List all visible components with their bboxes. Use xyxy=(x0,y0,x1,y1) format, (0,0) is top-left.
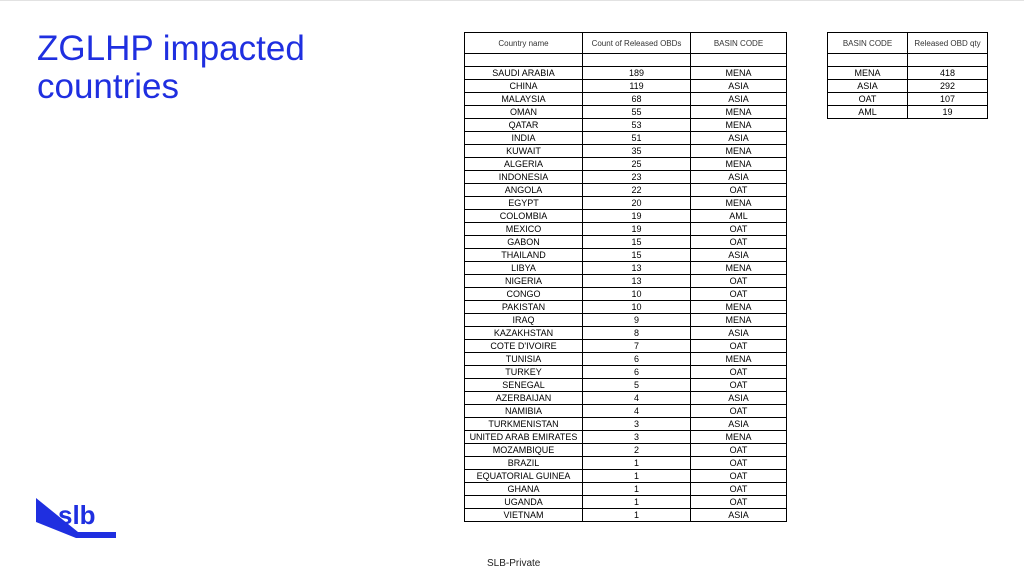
country-name-cell: GABON xyxy=(465,236,583,249)
basin-code-cell: OAT xyxy=(691,275,787,288)
obd-count-cell: 7 xyxy=(583,340,691,353)
basin-code-cell: ASIA xyxy=(691,93,787,106)
obd-count-cell: 9 xyxy=(583,314,691,327)
obd-count-cell: 15 xyxy=(583,236,691,249)
table-row xyxy=(828,80,988,93)
table-row xyxy=(465,145,787,158)
table-header-row xyxy=(828,33,988,54)
basin-code-cell: OAT xyxy=(691,483,787,496)
obd-count-cell: 51 xyxy=(583,132,691,145)
released-qty-cell: 19 xyxy=(908,106,988,119)
obd-count-cell: 10 xyxy=(583,288,691,301)
obd-count-cell: 4 xyxy=(583,405,691,418)
obd-count-cell: 55 xyxy=(583,106,691,119)
obd-count-cell: 189 xyxy=(583,67,691,80)
table-row xyxy=(465,171,787,184)
table-row xyxy=(465,249,787,262)
table-row xyxy=(465,431,787,444)
country-name-cell: BRAZIL xyxy=(465,457,583,470)
basin-code-cell: AML xyxy=(691,210,787,223)
slb-logo xyxy=(36,494,116,538)
table-row xyxy=(465,132,787,145)
table-row xyxy=(465,197,787,210)
basin-summary-table xyxy=(827,32,988,119)
top-divider xyxy=(0,0,1024,1)
country-name-cell: SAUDI ARABIA xyxy=(465,67,583,80)
country-name-cell: TURKEY xyxy=(465,366,583,379)
country-name-cell: IRAQ xyxy=(465,314,583,327)
basin-code-cell: OAT xyxy=(691,379,787,392)
basin-code-cell: ASIA xyxy=(828,80,908,93)
basin-code-cell: MENA xyxy=(691,314,787,327)
country-name-cell: CHINA xyxy=(465,80,583,93)
country-name-cell: ANGOLA xyxy=(465,184,583,197)
obd-count-cell: 1 xyxy=(583,457,691,470)
obd-count-cell: 6 xyxy=(583,353,691,366)
basin-code-cell: ASIA xyxy=(691,249,787,262)
table-row xyxy=(465,288,787,301)
obd-count-cell: 53 xyxy=(583,119,691,132)
basin-code-cell: MENA xyxy=(691,106,787,119)
country-name-cell: GHANA xyxy=(465,483,583,496)
basin-code-cell: AML xyxy=(828,106,908,119)
table-row xyxy=(465,223,787,236)
obd-count-cell: 1 xyxy=(583,496,691,509)
column-header-released-qty: Released OBD qty xyxy=(908,33,988,54)
table-row xyxy=(465,67,787,80)
obd-count-cell: 6 xyxy=(583,366,691,379)
basin-code-cell: OAT xyxy=(691,288,787,301)
basin-code-cell: ASIA xyxy=(691,132,787,145)
basin-code-cell: MENA xyxy=(691,262,787,275)
basin-code-cell: OAT xyxy=(691,184,787,197)
table-row xyxy=(465,366,787,379)
obd-count-cell: 22 xyxy=(583,184,691,197)
released-qty-cell: 107 xyxy=(908,93,988,106)
obd-count-cell: 4 xyxy=(583,392,691,405)
table-row xyxy=(465,327,787,340)
country-name-cell: NAMIBIA xyxy=(465,405,583,418)
country-name-cell: VIETNAM xyxy=(465,509,583,522)
obd-count-cell: 119 xyxy=(583,80,691,93)
slide-title xyxy=(37,30,357,106)
obd-count-cell: 2 xyxy=(583,444,691,457)
country-name-cell: COTE D'IVOIRE xyxy=(465,340,583,353)
table-row xyxy=(465,483,787,496)
table-row xyxy=(465,119,787,132)
classification-footer: SLB-Private xyxy=(487,558,541,569)
basin-code-cell: OAT xyxy=(691,405,787,418)
slide-title-line1: ZGLHP impacted xyxy=(37,29,305,68)
table-row xyxy=(465,301,787,314)
table-spacer-row xyxy=(465,54,787,67)
basin-code-cell: OAT xyxy=(828,93,908,106)
table-row xyxy=(465,210,787,223)
country-name-cell: SENEGAL xyxy=(465,379,583,392)
basin-code-cell: MENA xyxy=(691,197,787,210)
table-row xyxy=(465,444,787,457)
table-row xyxy=(465,106,787,119)
country-name-cell: KUWAIT xyxy=(465,145,583,158)
obd-count-cell: 25 xyxy=(583,158,691,171)
column-header-basin: BASIN CODE xyxy=(691,33,787,54)
table-row xyxy=(465,457,787,470)
table-row xyxy=(828,93,988,106)
table-row xyxy=(465,314,787,327)
slide-title-line2: countries xyxy=(37,67,180,106)
basin-code-cell: MENA xyxy=(691,67,787,80)
country-obd-table xyxy=(464,32,787,522)
basin-code-cell: MENA xyxy=(691,431,787,444)
table-row xyxy=(465,93,787,106)
basin-code-cell: ASIA xyxy=(691,509,787,522)
svg-text:slb: slb xyxy=(58,500,96,530)
obd-count-cell: 13 xyxy=(583,262,691,275)
country-name-cell: MALAYSIA xyxy=(465,93,583,106)
released-qty-cell: 292 xyxy=(908,80,988,93)
table-row xyxy=(465,405,787,418)
country-name-cell: KAZAKHSTAN xyxy=(465,327,583,340)
obd-count-cell: 13 xyxy=(583,275,691,288)
table-row xyxy=(465,353,787,366)
basin-code-cell: OAT xyxy=(691,366,787,379)
basin-code-cell: OAT xyxy=(691,470,787,483)
column-header-basin-code: BASIN CODE xyxy=(828,33,908,54)
table-header-row xyxy=(465,33,787,54)
country-name-cell: UNITED ARAB EMIRATES xyxy=(465,431,583,444)
obd-count-cell: 3 xyxy=(583,418,691,431)
country-name-cell: LIBYA xyxy=(465,262,583,275)
table-row xyxy=(465,262,787,275)
country-name-cell: THAILAND xyxy=(465,249,583,262)
basin-code-cell: ASIA xyxy=(691,171,787,184)
basin-code-cell: MENA xyxy=(691,301,787,314)
country-name-cell: ALGERIA xyxy=(465,158,583,171)
country-name-cell: TURKMENISTAN xyxy=(465,418,583,431)
country-name-cell: QATAR xyxy=(465,119,583,132)
table-row xyxy=(465,184,787,197)
table-row xyxy=(465,275,787,288)
obd-count-cell: 1 xyxy=(583,470,691,483)
obd-count-cell: 1 xyxy=(583,509,691,522)
country-name-cell: INDONESIA xyxy=(465,171,583,184)
table-row xyxy=(465,158,787,171)
basin-code-cell: ASIA xyxy=(691,418,787,431)
basin-code-cell: OAT xyxy=(691,236,787,249)
obd-count-cell: 20 xyxy=(583,197,691,210)
country-name-cell: EGYPT xyxy=(465,197,583,210)
table-spacer-row xyxy=(828,54,988,67)
country-name-cell: INDIA xyxy=(465,132,583,145)
basin-code-cell: MENA xyxy=(691,353,787,366)
table-row xyxy=(465,509,787,522)
country-name-cell: COLOMBIA xyxy=(465,210,583,223)
table-row xyxy=(465,80,787,93)
country-name-cell: NIGERIA xyxy=(465,275,583,288)
basin-code-cell: MENA xyxy=(691,145,787,158)
basin-code-cell: OAT xyxy=(691,444,787,457)
obd-count-cell: 1 xyxy=(583,483,691,496)
table-row xyxy=(465,340,787,353)
obd-count-cell: 3 xyxy=(583,431,691,444)
obd-count-cell: 8 xyxy=(583,327,691,340)
released-qty-cell: 418 xyxy=(908,67,988,80)
obd-count-cell: 35 xyxy=(583,145,691,158)
basin-code-cell: OAT xyxy=(691,457,787,470)
basin-code-cell: OAT xyxy=(691,496,787,509)
basin-code-cell: OAT xyxy=(691,223,787,236)
basin-code-cell: ASIA xyxy=(691,80,787,93)
table-row xyxy=(465,496,787,509)
table-row xyxy=(828,67,988,80)
obd-count-cell: 19 xyxy=(583,223,691,236)
country-name-cell: MOZAMBIQUE xyxy=(465,444,583,457)
country-name-cell: MEXICO xyxy=(465,223,583,236)
obd-count-cell: 23 xyxy=(583,171,691,184)
basin-code-cell: MENA xyxy=(691,119,787,132)
obd-count-cell: 15 xyxy=(583,249,691,262)
basin-code-cell: OAT xyxy=(691,340,787,353)
table-row xyxy=(465,418,787,431)
table-row xyxy=(465,379,787,392)
country-name-cell: PAKISTAN xyxy=(465,301,583,314)
table-row xyxy=(465,470,787,483)
country-name-cell: UGANDA xyxy=(465,496,583,509)
table-row xyxy=(465,392,787,405)
obd-count-cell: 10 xyxy=(583,301,691,314)
country-name-cell: CONGO xyxy=(465,288,583,301)
column-header-count: Count of Released OBDs xyxy=(583,33,691,54)
basin-code-cell: ASIA xyxy=(691,327,787,340)
country-name-cell: TUNISIA xyxy=(465,353,583,366)
basin-code-cell: MENA xyxy=(828,67,908,80)
column-header-country: Country name xyxy=(465,33,583,54)
basin-code-cell: MENA xyxy=(691,158,787,171)
obd-count-cell: 5 xyxy=(583,379,691,392)
country-name-cell: EQUATORIAL GUINEA xyxy=(465,470,583,483)
table-row xyxy=(828,106,988,119)
table-row xyxy=(465,236,787,249)
country-name-cell: AZERBAIJAN xyxy=(465,392,583,405)
basin-code-cell: ASIA xyxy=(691,392,787,405)
obd-count-cell: 68 xyxy=(583,93,691,106)
obd-count-cell: 19 xyxy=(583,210,691,223)
country-name-cell: OMAN xyxy=(465,106,583,119)
